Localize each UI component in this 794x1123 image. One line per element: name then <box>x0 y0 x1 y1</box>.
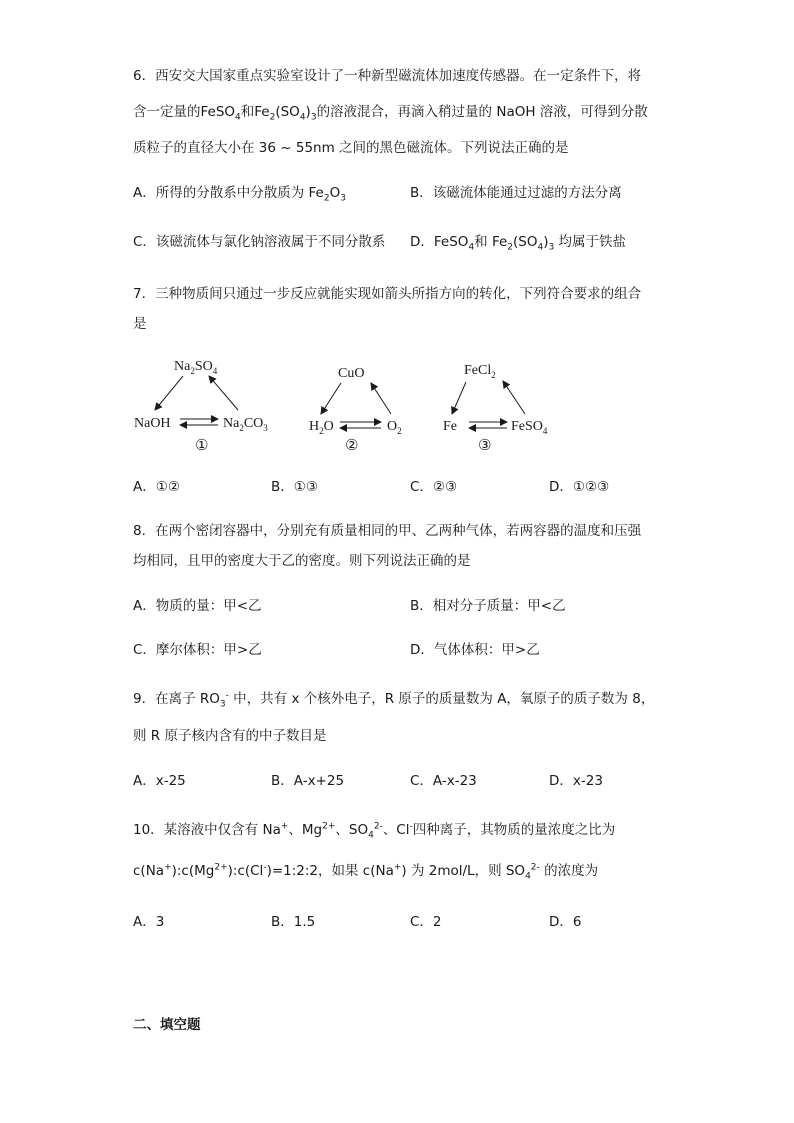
q10-stem-line1: 10．某溶液中仅含有 Na+、$Mg^{2+}$、$SO_4^{2-}$、Cl-四种离子，其物质的量浓度之比为 <box>133 821 616 841</box>
diagram-1 <box>134 359 268 454</box>
q8-stem-line1: 8．在两个密闭容器中，分别充有质量相同的甲、乙两种气体，若两容器的温度和压强 <box>133 523 642 539</box>
q7-option-a[interactable]: A．①② <box>133 479 180 495</box>
q6-option-b[interactable]: B．该磁流体能通过过滤的方法分离 <box>410 185 622 201</box>
d1-right-label: $Na_2CO_3$ <box>223 416 268 433</box>
d1-top-label: $Na_2SO_4$ <box>174 359 218 376</box>
q10-stem-line2: $c(Na^+):c(Mg^{2+}):c(Cl^-)=1:2:2$，如果 c(Na+) 为 2mol/L，则 $SO_4^{2-}$ 的浓度为 <box>133 862 599 882</box>
q9-stem-line2: 则 R 原子核内含有的中子数目是 <box>133 728 327 744</box>
d1-left-label: NaOH <box>134 416 171 431</box>
q6-option-d[interactable]: D．FeSO$_4$和 $Fe_2(SO_4)_3$ 均属于铁盐 <box>410 234 627 253</box>
q8-option-b[interactable]: B．相对分子质量：甲<乙 <box>410 598 566 614</box>
q7-stem-line1: 7．三种物质间只通过一步反应就能实现如箭头所指方向的转化，下列符合要求的组合 <box>133 286 642 302</box>
q10-option-b[interactable]: B．1.5 <box>271 914 316 930</box>
q8-option-a[interactable]: A．物质的量：甲<乙 <box>133 598 262 614</box>
d3-arrow-right-top <box>503 381 525 414</box>
q10-option-c[interactable]: C．2 <box>410 914 442 930</box>
q8-option-c[interactable]: C．摩尔体积：甲>乙 <box>133 642 262 658</box>
d1-number: ① <box>195 436 209 454</box>
d1-arrow-top-left <box>155 376 183 410</box>
d3-left-label: Fe <box>443 419 457 434</box>
q9-option-d[interactable]: D．x-23 <box>549 773 603 789</box>
q7-option-d[interactable]: D．①②③ <box>549 479 610 495</box>
q9-option-c[interactable]: C．A-x-23 <box>410 773 477 789</box>
q7-stem-line2: 是 <box>133 316 147 332</box>
d3-right-label: FeSO$_4$ <box>511 419 548 436</box>
diagram-3 <box>443 363 548 454</box>
q9-option-b[interactable]: B．A-x+25 <box>271 773 345 789</box>
q8-stem-line2: 均相同，且甲的密度大于乙的密度。则下列说法正确的是 <box>133 553 471 569</box>
q6-option-a[interactable]: A．所得的分散系中分散质为 $Fe_2O_3$ <box>133 185 346 204</box>
d3-number: ③ <box>478 436 492 454</box>
q7-option-b[interactable]: B．①③ <box>271 479 318 495</box>
d2-right-label: $O_2$ <box>387 419 402 436</box>
section-heading: 二、填空题 <box>133 1017 201 1033</box>
q9-option-a[interactable]: A．x-25 <box>133 773 186 789</box>
d2-left-label: $H_2O$ <box>309 419 334 436</box>
diagram-2 <box>309 366 402 454</box>
d2-arrow-top-left <box>321 383 341 414</box>
q6-stem-line2: 含一定量的FeSO$_4$和$Fe_2(SO_4)_3$的溶液混合，再滴入稍过量的 NaOH 溶液，可得到分散 <box>133 104 648 123</box>
q7-option-c[interactable]: C．②③ <box>410 479 458 495</box>
q10-option-d[interactable]: D．6 <box>549 914 582 930</box>
d2-arrow-right-top <box>371 383 391 414</box>
d2-top-label: CuO <box>338 366 365 381</box>
d3-arrow-top-left <box>452 382 466 414</box>
conversion-diagrams <box>125 352 585 462</box>
q9-stem-line1: 9．在离子 $RO_3^-$ 中，共有 x 个核外电子，R 原子的质量数为 A，氧原子的质子数为 8， <box>133 690 655 710</box>
q6-option-c[interactable]: C．该磁流体与氯化钠溶液属于不同分散系 <box>133 234 386 250</box>
d1-arrow-right-top <box>209 376 238 410</box>
d3-top-label: FeCl$_2$ <box>464 363 496 380</box>
q8-option-d[interactable]: D．气体体积：甲>乙 <box>410 642 540 658</box>
q6-stem-line3: 质粒子的直径大小在 36 ~ 55nm 之间的黑色磁流体。下列说法正确的是 <box>133 140 569 156</box>
q6-stem-line1: 6．西安交大国家重点实验室设计了一种新型磁流体加速度传感器。在一定条件下，将 <box>133 68 642 84</box>
q10-option-a[interactable]: A．3 <box>133 914 165 930</box>
d2-number: ② <box>345 436 359 454</box>
